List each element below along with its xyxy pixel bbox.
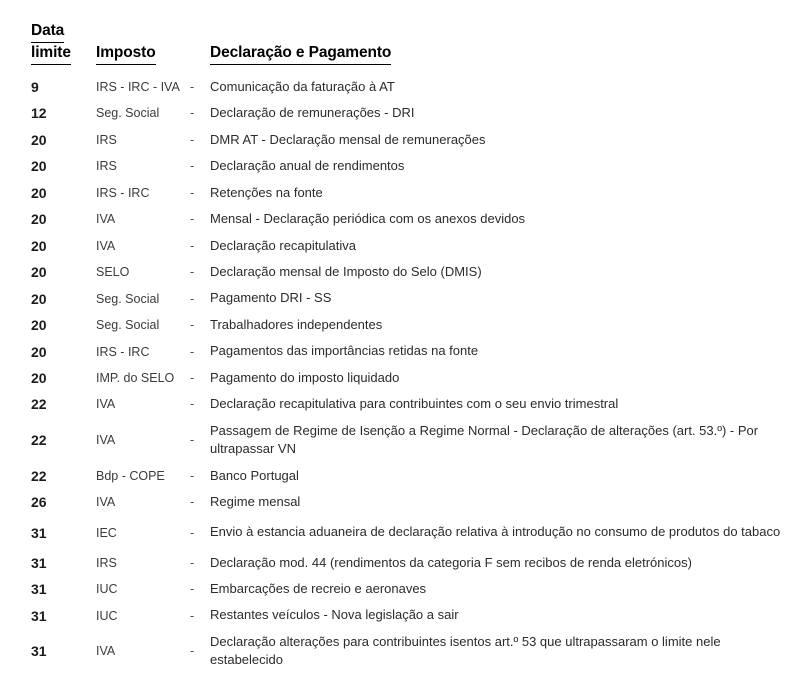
cell-date-limit: 31: [31, 524, 47, 541]
cell-declaration-description: DMR AT - Declaração mensal de remunerações: [210, 131, 486, 147]
cell-declaration-description: Embarcações de recreio e aeronaves: [210, 580, 427, 596]
cell-declaration-description: Declaração recapitulativa: [210, 237, 356, 253]
cell-declaration-description: Regime mensal: [210, 494, 301, 510]
cell-date-limit: 9: [31, 79, 39, 96]
cell-declaration-description: Declaração recapitulativa para contribuintes com o seu envio trimestral: [210, 396, 619, 412]
cell-dash-separator: -: [190, 555, 195, 570]
cell-declaration-description: Banco Portugal: [210, 467, 299, 483]
table-row: [18, 629, 782, 674]
cell-dash-separator: -: [190, 495, 195, 510]
table-row: [18, 153, 782, 179]
cell-dash-separator: -: [190, 185, 195, 200]
cell-declaration-description: Passagem de Regime de Isenção a Regime Normal - Declaração de alterações (art. 53.º) - Por ultrapassar VN: [210, 422, 759, 457]
table-row: [18, 312, 782, 338]
cell-declaration-description: Pagamento DRI - SS: [210, 290, 332, 306]
cell-declaration-description: Pagamentos das importâncias retidas na fonte: [210, 343, 479, 359]
cell-date-limit: 22: [31, 396, 47, 413]
table-header-row: [18, 22, 782, 74]
cell-date-limit: 20: [31, 343, 47, 360]
cell-tax-type: IRS: [96, 159, 117, 174]
cell-declaration-description: Declaração anual de rendimentos: [210, 158, 405, 174]
table-row: [18, 100, 782, 126]
cell-date-limit: 20: [31, 131, 47, 148]
table-row: [18, 233, 782, 259]
cell-tax-type: IVA: [96, 238, 116, 253]
cell-dash-separator: -: [190, 106, 195, 121]
cell-dash-separator: -: [190, 80, 195, 95]
cell-tax-type: Seg. Social: [96, 106, 160, 121]
cell-declaration-description: Declaração mod. 44 (rendimentos da categoria F sem recibos de renda eletrónicos): [210, 554, 692, 570]
cell-date-limit: 31: [31, 643, 47, 660]
cell-tax-type: IRS: [96, 132, 117, 147]
table-row: [18, 338, 782, 364]
cell-date-limit: 31: [31, 581, 47, 598]
table-row: [18, 489, 782, 515]
table-row: [18, 180, 782, 206]
cell-date-limit: 20: [31, 317, 47, 334]
cell-declaration-description: Trabalhadores independentes: [210, 316, 383, 332]
cell-dash-separator: -: [190, 291, 195, 306]
cell-tax-type: IUC: [96, 582, 118, 597]
cell-tax-type: IRS - IRC: [96, 344, 150, 359]
cell-date-limit: 20: [31, 184, 47, 201]
cell-tax-type: Seg. Social: [96, 318, 160, 333]
fiscal-obligations-table: [18, 22, 782, 674]
cell-date-limit: 20: [31, 211, 47, 228]
cell-tax-type: IUC: [96, 608, 118, 623]
cell-dash-separator: -: [190, 582, 195, 597]
cell-declaration-description: Declaração de remunerações - DRI: [210, 105, 415, 121]
column-header-description: [206, 22, 782, 74]
cell-declaration-description: Pagamento do imposto liquidado: [210, 369, 400, 385]
cell-tax-type: IMP. do SELO: [96, 371, 175, 386]
cell-date-limit: 20: [31, 158, 47, 175]
table-row: [18, 576, 782, 602]
cell-dash-separator: -: [190, 344, 195, 359]
cell-dash-separator: -: [190, 318, 195, 333]
cell-dash-separator: -: [190, 371, 195, 386]
cell-date-limit: 20: [31, 237, 47, 254]
cell-dash-separator: -: [190, 468, 195, 483]
cell-dash-separator: -: [190, 238, 195, 253]
cell-tax-type: Seg. Social: [96, 291, 160, 306]
cell-date-limit: 20: [31, 290, 47, 307]
cell-tax-type: IVA: [96, 644, 116, 659]
cell-dash-separator: -: [190, 397, 195, 412]
column-header-description-label: Declaração e Pagamento: [210, 44, 391, 65]
table-header: [18, 22, 782, 74]
cell-declaration-description: Declaração alterações para contribuintes isentos art.º 53 que ultrapassaram o limite nele estabelecido: [210, 633, 721, 668]
cell-declaration-description: Mensal - Declaração periódica com os anexos devidos: [210, 211, 526, 227]
cell-tax-type: Bdp - COPE: [96, 468, 165, 483]
cell-tax-type: IVA: [96, 397, 116, 412]
table-row: [18, 74, 782, 100]
cell-dash-separator: -: [190, 608, 195, 623]
table-body: [18, 74, 782, 674]
table-row: [18, 365, 782, 391]
cell-date-limit: 20: [31, 370, 47, 387]
column-header-tax-label: Imposto: [96, 44, 156, 65]
table-row: [18, 418, 782, 463]
cell-tax-type: IEC: [96, 525, 117, 540]
cell-declaration-description: Declaração mensal de Imposto do Selo (DMIS): [210, 263, 482, 279]
cell-dash-separator: -: [190, 159, 195, 174]
cell-dash-separator: -: [190, 265, 195, 280]
cell-declaration-description: Retenções na fonte: [210, 184, 323, 200]
cell-date-limit: 31: [31, 607, 47, 624]
cell-tax-type: IVA: [96, 433, 116, 448]
cell-tax-type: SELO: [96, 265, 130, 280]
cell-tax-type: IRS: [96, 555, 117, 570]
table-row: [18, 550, 782, 576]
table-row: [18, 463, 782, 489]
cell-declaration-description: Comunicação da faturação à AT: [210, 78, 395, 94]
cell-declaration-description: Restantes veículos - Nova legislação a sair: [210, 607, 459, 623]
cell-tax-type: IVA: [96, 495, 116, 510]
cell-dash-separator: -: [190, 433, 195, 448]
column-header-dash: [190, 22, 206, 74]
table-row: [18, 127, 782, 153]
column-header-date: [18, 22, 82, 74]
cell-tax-type: IVA: [96, 212, 116, 227]
table-row: [18, 259, 782, 285]
cell-dash-separator: -: [190, 212, 195, 227]
column-header-tax: [82, 22, 190, 74]
cell-dash-separator: -: [190, 644, 195, 659]
table-row: [18, 206, 782, 232]
cell-dash-separator: -: [190, 525, 195, 540]
cell-date-limit: 31: [31, 554, 47, 571]
table-row: [18, 391, 782, 417]
column-header-date-line2: limite: [31, 44, 71, 65]
cell-dash-separator: -: [190, 132, 195, 147]
table-row: [18, 516, 782, 550]
cell-date-limit: 26: [31, 494, 47, 511]
cell-declaration-description: Envio à estancia aduaneira de declaração relativa à introdução no consumo de produtos do tabaco: [210, 524, 781, 540]
cell-date-limit: 20: [31, 264, 47, 281]
column-header-date-line1: Data: [31, 22, 64, 43]
cell-tax-type: IRS - IRC: [96, 185, 150, 200]
cell-tax-type: IRS - IRC - IVA: [96, 80, 180, 95]
cell-date-limit: 22: [31, 432, 47, 449]
table-row: [18, 285, 782, 311]
cell-date-limit: 22: [31, 467, 47, 484]
table-row: [18, 602, 782, 628]
cell-date-limit: 12: [31, 105, 47, 122]
